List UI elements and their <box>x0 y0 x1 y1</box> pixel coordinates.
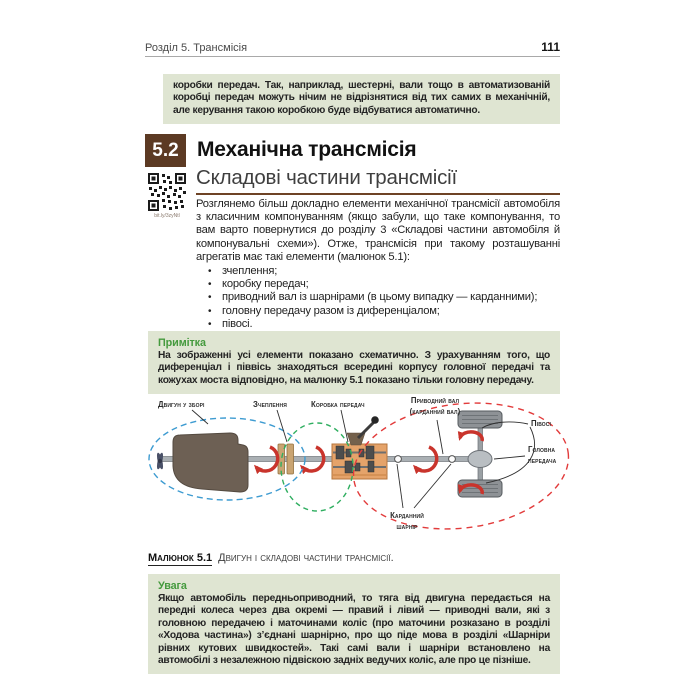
label-engine: Двигун у зборі <box>158 400 205 409</box>
list-item: • зчеплення; <box>222 265 560 278</box>
qr-link-text: bit.ly/3zyNtl <box>154 213 180 219</box>
list-item: • півосі. <box>222 318 560 331</box>
intro-note-text: коробки передач. Так, наприклад, шестерні, вали тощо в автоматизованій коробці передач можуть нічим не відрізнятися від тих самих в механічній, але керування такою коробкою буде відбуватися автоматично. <box>173 80 550 116</box>
transmission-diagram <box>140 391 570 549</box>
gear-lever-knob <box>371 416 379 424</box>
warning-box-text: Якщо автомобіль передньоприводний, то тяга від двигуна передається на передні колеса через два окремі — правий і лівий — приводні вали, які з головною передачею і маточинами коліс (про маточини розказано в розділі «Ходова частина») з’єднані шарнірно, про що піде мова в розділі «Шарніри рівних кутових швидкостей». Такі самі вали і шарніри встановлено на автомобілі з незалежною підвіскою задніх ведучих коліс, але про це пізніше. <box>158 593 550 667</box>
note-box <box>148 331 560 394</box>
body-column <box>196 198 560 331</box>
final-drive-housing <box>468 451 492 468</box>
intro-note-box <box>163 74 560 124</box>
gearbox-body <box>332 416 387 479</box>
list-item: • коробку передач; <box>222 278 560 291</box>
cardan-joint-front <box>395 456 402 463</box>
gear-lever <box>358 422 374 438</box>
figure-5-1 <box>140 391 570 549</box>
warning-box-title: Увага <box>158 580 187 592</box>
subsection-rule <box>196 193 560 195</box>
label-driveshaft: (карданний вал) <box>409 407 461 416</box>
chapter-header: Розділ 5. Трансмісія <box>145 42 248 54</box>
engine-body <box>173 433 248 492</box>
cardan-joint-rear <box>449 456 456 463</box>
label-driveshaft: Приводний вал <box>410 396 460 405</box>
list-item: • приводний вал із шарнірами (в цьому випадку — карданними); <box>222 291 560 304</box>
subsection-title: Складові частини трансмісії <box>196 166 458 189</box>
figure-caption-text: Двигун і складові частини трансмісії. <box>218 552 394 564</box>
section-title: Механічна трансмісія <box>197 138 417 161</box>
label-clutch: Зчеплення <box>253 400 287 409</box>
figure-caption-number: Малюнок 5.1 <box>148 552 213 564</box>
list-item: • головну передачу разом із диференціалом; <box>222 305 560 318</box>
label-final-drive: передача <box>528 456 557 465</box>
label-final-drive: Головна <box>528 445 556 454</box>
rear-axle <box>458 411 502 497</box>
label-cardan-joint: шарнір <box>396 522 418 531</box>
intro-paragraph: Розглянемо більш докладно елементи механічної трансмісії автомобіля з класичним компонуванням (якщо забули, що таке компонування, то вам варто повернутися до розділу 3 «Складові частини автомобіля й компонувальні схеми»). Отже, трансмісія при такому розташуванні агрегатів має такі елементи (малюнок 5.1): <box>196 198 560 263</box>
qr-code <box>147 172 187 212</box>
page-number: 111 <box>541 40 560 54</box>
label-axle-shafts: Півосі <box>531 419 551 428</box>
section-number-badge: 5.2 <box>145 134 186 167</box>
note-box-title: Примітка <box>158 337 206 349</box>
warning-box <box>148 574 560 674</box>
note-box-text: На зображенні усі елементи показано схематично. З урахуванням того, що диференціал і піввісь знаходяться всередині корпусу головної передачі та кожухах моста відповідно, на малюнку 5.1 показано тільки головну передачу. <box>158 350 550 386</box>
header-rule <box>145 56 560 57</box>
label-gearbox: Коробка передач <box>311 400 365 409</box>
figure-caption <box>148 552 394 564</box>
transmission-parts-list <box>196 265 560 331</box>
label-cardan-joint: Карданний <box>390 511 424 520</box>
